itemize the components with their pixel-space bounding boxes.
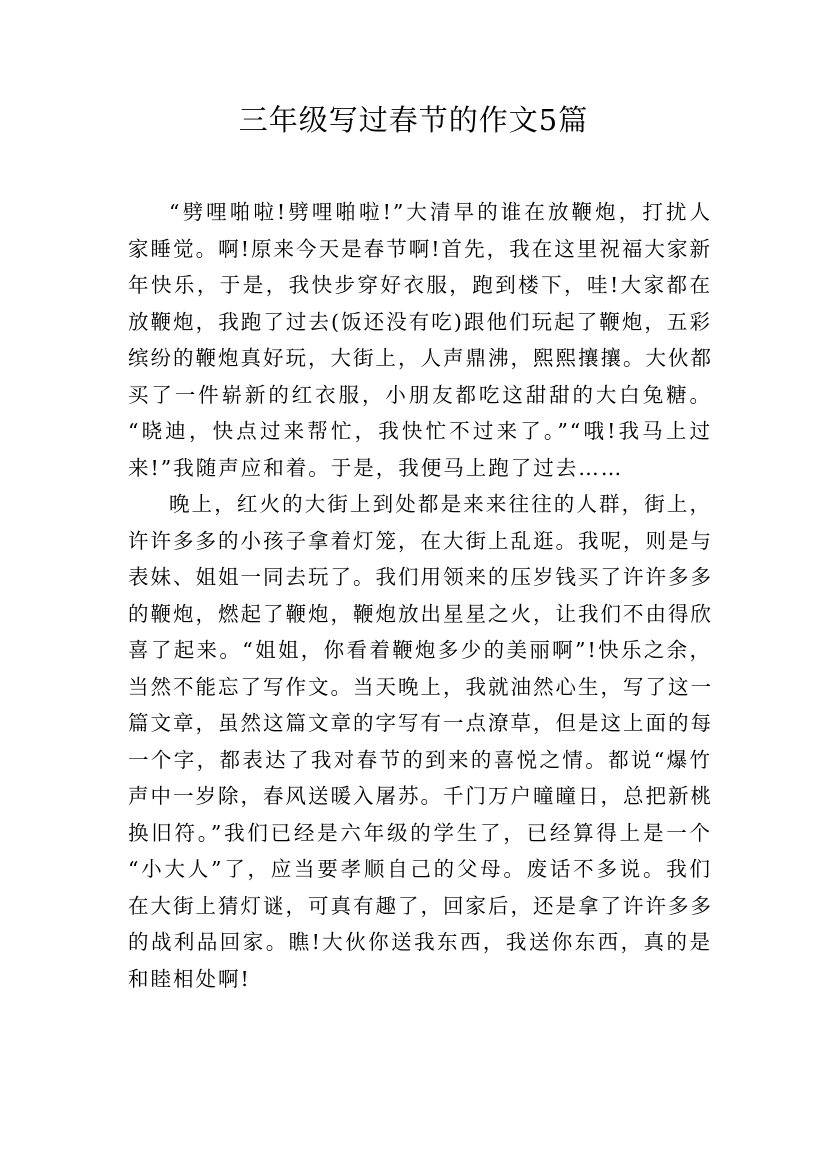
paragraph-line: 家睡觉。啊!原来今天是春节啊!首先，我在这里祝福大家新 — [128, 236, 712, 261]
paragraph-line: 年快乐，于是，我快步穿好衣服，跑到楼下，哇!大家都在 — [128, 273, 712, 297]
paragraph-line: 当然不能忘了写作文。当天晚上，我就油然心生，写了这一 — [128, 674, 713, 699]
paragraph-2 — [128, 486, 712, 997]
paragraph-line: “晓迪，快点过来帮忙，我快忙不过来了。”“哦!我马上过 — [128, 419, 712, 443]
paragraph-line: 晚上，红火的大街上到处都是来来往往的人群，街上， — [169, 492, 712, 516]
paragraph-line: 来!”我随声应和着。于是，我便马上跑了过去…… — [128, 455, 624, 480]
paragraph-1 — [128, 194, 712, 486]
paragraph-line: 的鞭炮，燃起了鞭炮，鞭炮放出星星之火，让我们不由得欣 — [128, 601, 713, 626]
document-body — [128, 194, 712, 997]
paragraph-line: 在大街上猜灯谜，可真有趣了，回家后，还是拿了许许多多 — [128, 893, 713, 918]
paragraph-line: 篇文章，虽然这篇文章的字写有一点潦草，但是这上面的每 — [128, 711, 713, 735]
paragraph-line: 表妹、姐姐一同去玩了。我们用领来的压岁钱买了许许多多 — [128, 565, 713, 589]
paragraph-line: 的战利品回家。瞧!大伙你送我东西，我送你东西，真的是 — [128, 930, 712, 954]
paragraph-line: 一个字，都表达了我对春节的到来的喜悦之情。都说“爆竹 — [128, 747, 712, 772]
document-title: 三年级写过春节的作文5篇 — [238, 103, 589, 137]
paragraph-line: 买了一件崭新的红衣服，小朋友都吃这甜甜的大白兔糖。 — [128, 382, 712, 407]
paragraph-line: 声中一岁除，春风送暖入屠苏。千门万户曈曈日，总把新桃 — [128, 784, 713, 808]
paragraph-line: 喜了起来。“姐姐，你看着鞭炮多少的美丽啊”!快乐之余， — [128, 638, 712, 662]
paragraph-line: “小大人”了，应当要孝顺自己的父母。废话不多说。我们 — [128, 857, 712, 881]
paragraph-line: 和睦相处啊! — [128, 966, 251, 991]
paragraph-line: 许许多多的小孩子拿着灯笼，在大街上乱逛。我呢，则是与 — [128, 528, 713, 553]
paragraph-line: “劈哩啪啦!劈哩啪啦!”大清早的谁在放鞭炮，打扰人 — [169, 200, 712, 224]
paragraph-line: 换旧符。”我们已经是六年级的学生了，已经算得上是一个 — [128, 820, 712, 845]
paragraph-line: 放鞭炮，我跑了过去(饭还没有吃)跟他们玩起了鞭炮，五彩 — [128, 309, 712, 334]
paragraph-line: 缤纷的鞭炮真好玩，大街上，人声鼎沸，熙熙攘攘。大伙都 — [128, 346, 713, 370]
